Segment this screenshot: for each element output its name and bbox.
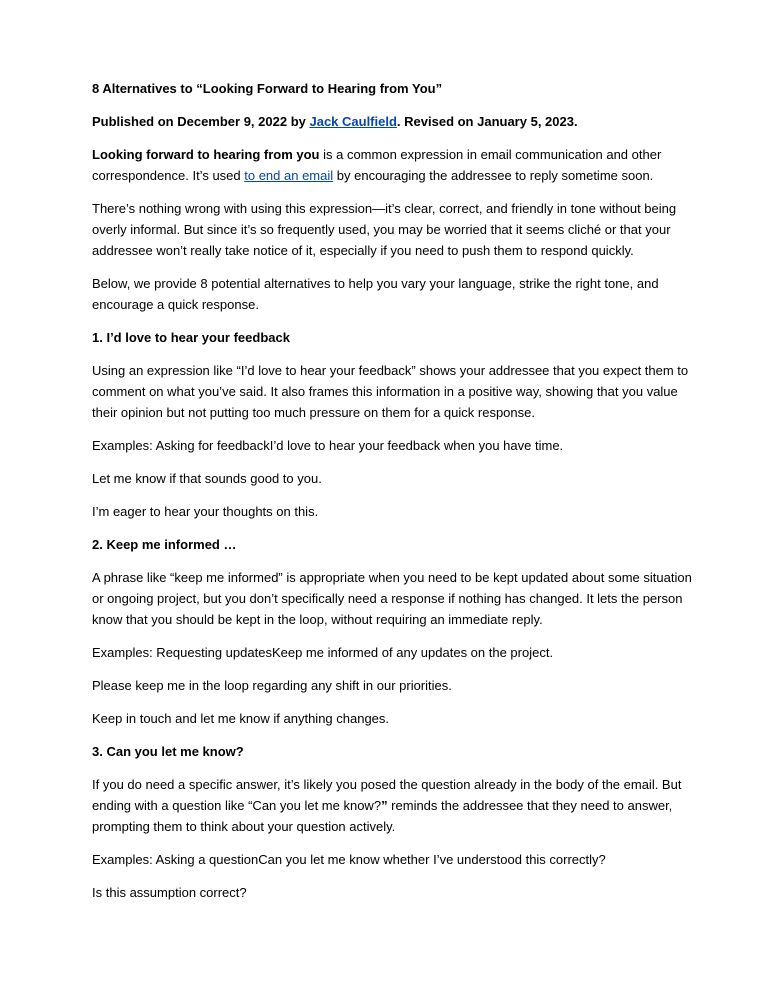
- section-2-body: A phrase like “keep me informed” is appropriate when you need to be kept updated about some situation or ongoing project, but you don’t specifically need a response if nothing has changed. It lets the person know that you should be kept in the loop, without requiring an immediate reply.: [92, 570, 692, 627]
- section-1-example-1: Examples: Asking for feedbackI’d love to hear your feedback when you have time.: [92, 438, 564, 453]
- byline: [92, 111, 692, 132]
- section-2-heading: 2. Keep me informed …: [92, 537, 237, 552]
- intro-bold-phrase: Looking forward to hearing from you: [92, 147, 320, 162]
- section-2-example-3: Keep in touch and let me know if anything changes.: [92, 711, 390, 726]
- section-3-bold-quote: ”: [381, 798, 388, 813]
- document-page: [92, 78, 692, 915]
- section-3-body-text: If you do need a specific answer, it’s likely you posed the question already in the body of the email. But ending with a question like “Can you let me know?: [92, 777, 682, 813]
- section-1-heading: 1. I’d love to hear your feedback: [92, 330, 290, 345]
- section-1-example-2: Let me know if that sounds good to you.: [92, 471, 322, 486]
- section-1-body: Using an expression like “I’d love to hear your feedback” shows your addressee that you expect them to comment on what you’ve said. It also frames this information in a positive way, showing that you value their opinion but not putting too much pressure on them for a quick response.: [92, 363, 689, 420]
- section-3-example-2: Is this assumption correct?: [92, 885, 247, 900]
- end-email-link[interactable]: to end an email: [244, 168, 334, 183]
- paragraph-3: Below, we provide 8 potential alternatives to help you vary your language, strike the right tone, and encourage a quick response.: [92, 276, 659, 312]
- section-3-body: [92, 774, 692, 837]
- intro-text-end: by encouraging the addressee to reply sometime soon.: [333, 168, 654, 183]
- section-3-body-text-end: reminds the addressee that they need to answer, prompting them to think about your question actively.: [92, 798, 673, 834]
- section-2-example-2: Please keep me in the loop regarding any shift in our priorities.: [92, 678, 452, 693]
- article-title: 8 Alternatives to “Looking Forward to Hearing from You”: [92, 81, 443, 96]
- paragraph-2: There’s nothing wrong with using this expression—it’s clear, correct, and friendly in tone without being overly informal. But since it’s so frequently used, you may be worried that it seems cliché or that your addressee won’t really take notice of it, especially if you need to push them to respond quickly.: [92, 201, 677, 258]
- byline-revised: . Revised on January 5, 2023.: [396, 114, 578, 129]
- section-3-example-1: Examples: Asking a questionCan you let me know whether I’ve understood this correctly?: [92, 852, 606, 867]
- section-1-example-3: I’m eager to hear your thoughts on this.: [92, 504, 319, 519]
- author-link[interactable]: Jack Caulfield: [309, 114, 397, 129]
- intro-text: is a common expression in email communication and other correspondence. It’s used: [92, 147, 662, 183]
- intro-paragraph: [92, 144, 692, 186]
- section-2-example-1: Examples: Requesting updatesKeep me informed of any updates on the project.: [92, 645, 554, 660]
- byline-published: Published on December 9, 2022 by: [92, 114, 310, 129]
- section-3-heading: 3. Can you let me know?: [92, 744, 244, 759]
